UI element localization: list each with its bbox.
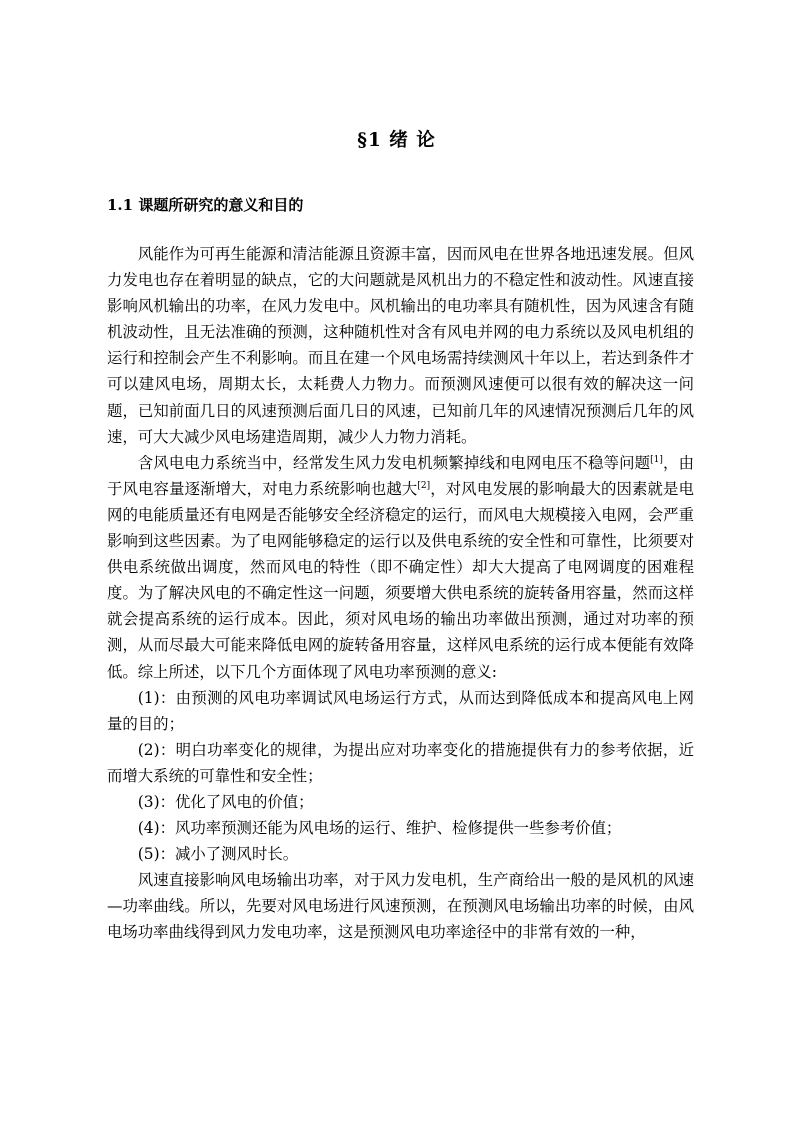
paragraph-grid-impact-part-1: 含风电电力系统当中，经常发生风力发电机频繁掉线和电网电压不稳等问题 — [137, 453, 651, 472]
section-heading: 1.1 课题所研究的意义和目的 — [107, 196, 304, 214]
body-text — [107, 241, 694, 946]
citation-1: [1] — [650, 454, 663, 465]
paragraph-grid-impact-part-2: ，由于风电容量逐渐增大，对电力系统影响也越大 — [107, 453, 694, 498]
paragraph-significance: 风能作为可再生能源和清洁能源且资源丰富，因而风电在世界各地迅速发展。但风力发电也存在着明显的缺点，它的大问题就是风机出力的不稳定性和波动性。风速直接影响风机输出的功率，在风力发电中。风机输出的电功率具有随机性，因为风速含有随机波动性，且无法准确的预测，这种随机性对含有风电并网的电力系统以及风电机组的运行和控制会产生不利影响。而且在建一个风电场需持续测风十年以上，若达到条件才可以建风电场，周期太长，太耗费人力物力。而预测风速便可以很有效的解决这一问题，已知前面几日的风速预测后面几日的风速，已知前几年的风速情况预测后几年的风速，可大大减少风电场建造周期，减少人力物力消耗。 — [107, 245, 694, 446]
list-item-4: (4)：风功率预测还能为风电场的运行、维护、检修提供一些参考价值； — [137, 819, 622, 838]
chapter-title: §1 绪 论 — [357, 130, 436, 151]
citation-2: [2] — [417, 480, 431, 491]
paragraph-grid-impact — [107, 450, 694, 685]
list-item-3: (3)：优化了风电的价值； — [137, 792, 314, 811]
paragraph-wind-speed: 风速直接影响风电场输出功率，对于风力发电机，生产商给出一般的是风机的风速—功率曲线。所以，先要对风电场进行风速预测，在预测风电场输出功率的时候，由风电场功率曲线得到风力发电功率，这是预测风电功率途径中的非常有效的一种， — [107, 871, 694, 942]
list-item-2: (2)：明白功率变化的规律，为提出应对功率变化的措施提供有力的参考依据，近而增大系统的可靠性和安全性； — [107, 740, 694, 785]
paragraph-grid-impact-part-3: ，对风电发展的影响最大的因素就是电网的电能质量还有电网是否能够安全经济稳定的运行，而风电大规模接入电网，会严重影响到这些因素。为了电网能够稳定的运行以及供电系统的安全性和可靠性，比须要对供电系统做出调度，然而风电的特性（即不确定性）却大大提高了电网调度的困难程度。为了解决风电的不确定性这一问题，须要增大供电系统的旋转备用容量，然而这样就会提高系统的运行成本。因此，须对风电场的输出功率做出预测，通过对功率的预测，从而尽最大可能来降低电网的旋转备用容量，这样风电系统的运行成本便能有效降低。综上所述，以下几个方面体现了风电功率预测的意义: — [107, 479, 694, 681]
list-item-1: (1)：由预测的风电功率调试风电场运行方式，从而达到降低成本和提高风电上网量的目的； — [107, 688, 694, 733]
list-item-5: (5)：减小了测风时长。 — [137, 845, 299, 864]
